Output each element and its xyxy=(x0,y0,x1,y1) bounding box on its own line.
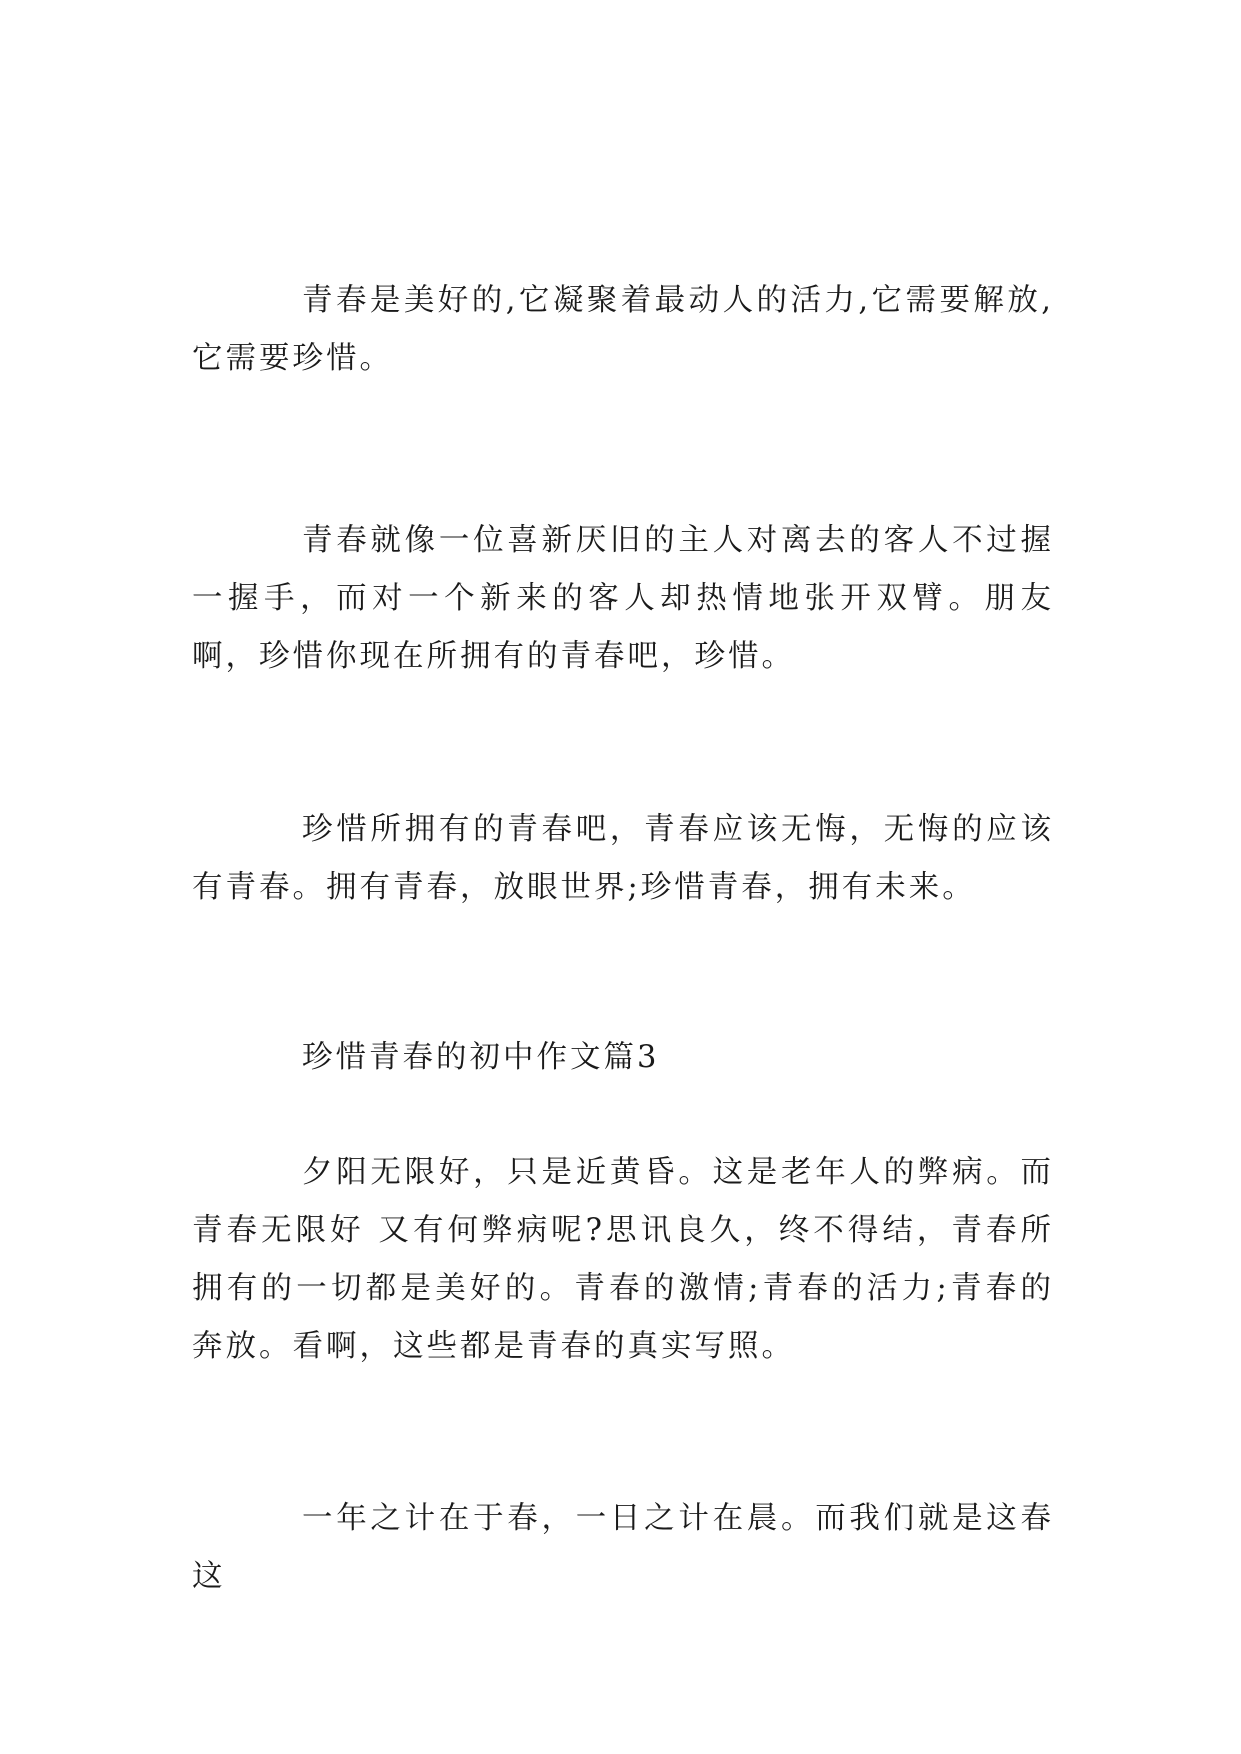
paragraph-cherish-youth: 珍惜所拥有的青春吧，青春应该无悔，无悔的应该有青春。拥有青春，放眼世界;珍惜青春，拥有未来。 xyxy=(192,812,1054,905)
paragraph-spring-plan: 一年之计在于春，一日之计在晨。而我们就是这春这 xyxy=(192,1501,1054,1594)
section-heading: 珍惜青春的初中作文篇3 xyxy=(302,1040,660,1075)
paragraph-youth-beautiful: 青春是美好的,它凝聚着最动人的活力,它需要解放,它需要珍惜。 xyxy=(192,283,1054,376)
paragraph-sunset: 夕阳无限好，只是近黄昏。这是老年人的弊病。而青春无限好 又有何弊病呢?思讯良久，终不得结，青春所拥有的一切都是美好的。青春的激情;青春的活力;青春的奔放。看啊，这些都是青春的真实写照。 xyxy=(192,1155,1054,1364)
paragraph-youth-host: 青春就像一位喜新厌旧的主人对离去的客人不过握一握手，而对一个新来的客人却热情地张开双臂。朋友啊，珍惜你现在所拥有的青春吧，珍惜。 xyxy=(192,523,1054,674)
